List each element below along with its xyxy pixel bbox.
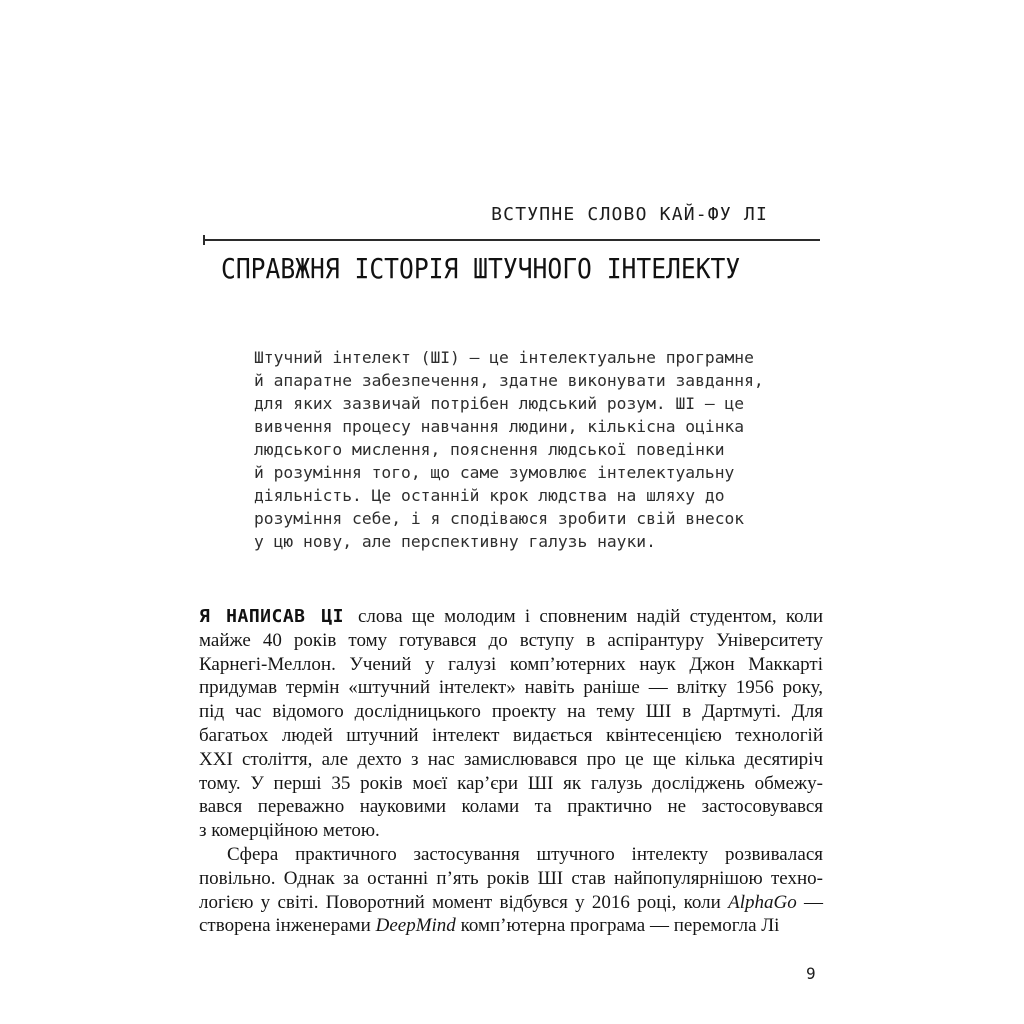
page-number: 9 <box>806 964 816 983</box>
lead-in-text: Я НАПИСАВ ЦІ <box>199 606 344 627</box>
body-line: під час відомого дослідницького проекту на тему ШІ в Дартмуті. Для <box>199 701 823 723</box>
body-line: Сфера практичного застосування штучного інтелекту розвивалася <box>227 843 823 865</box>
epigraph-line: й розуміння того, що саме зумовлює інтелектуальну <box>254 463 735 482</box>
body-line: XXI століття, але дехто з нас замислювався про це ще кілька десятиріч <box>199 748 823 770</box>
body-line: Карнегі-Меллон. Учений у галузі комп’ютерних наук Джон Маккарті <box>199 653 823 675</box>
epigraph-line: вивчення процесу навчання людини, кількісна оцінка <box>254 417 745 436</box>
body-line <box>199 891 823 915</box>
paragraph-one <box>199 605 823 843</box>
italic-term-alphago: AlphaGo <box>728 891 797 913</box>
body-line-text: комп’ютерна програма — перемогла Лі <box>455 915 780 937</box>
epigraph-line: й апаратне забезпечення, здатне виконувати завдання, <box>254 371 764 390</box>
epigraph-line: для яких зазвичай потрібен людський розум. ШІ — це <box>254 394 745 413</box>
epigraph-block <box>254 346 764 553</box>
italic-term-deepmind: DeepMind <box>375 915 456 937</box>
epigraph-line: Штучний інтелект (ШІ) — це інтелектуальне програмне <box>254 348 754 367</box>
body-text <box>199 605 823 938</box>
body-line: з комерційною метою. <box>199 820 380 842</box>
running-head: ВСТУПНЕ СЛОВО КАЙ-ФУ ЛІ <box>491 204 768 225</box>
chapter-title: СПРАВЖНЯ ІСТОРІЯ ШТУЧНОГО ІНТЕЛЕКТУ <box>221 252 741 285</box>
body-line: багатьох людей штучний інтелект видається квінтесенцією технологій <box>199 724 823 746</box>
section-rule <box>204 239 820 241</box>
epigraph-line: діяльність. Це останній крок людства на шляху до <box>254 486 725 505</box>
paragraph-two <box>199 843 823 938</box>
body-line: тому. У перші 35 років моєї кар’єри ШІ як галузь досліджень обмежу- <box>199 772 823 794</box>
body-line-text: логією у світі. Поворотний момент відбувся у 2016 році, коли <box>199 891 729 913</box>
body-line <box>199 914 823 938</box>
body-line <box>199 605 823 629</box>
body-line-text: створена інженерами <box>199 915 376 937</box>
body-line: вався переважно науковими колами та практично не застосовувався <box>199 796 823 818</box>
body-line-text: — <box>796 891 823 913</box>
epigraph-line: у цю нову, але перспективну галузь науки. <box>254 532 656 551</box>
body-line-text: слова ще молодим і сповненим надій студентом, коли <box>358 606 823 627</box>
body-line: придумав термін «штучний інтелект» навіть раніше — влітку 1956 року, <box>199 677 823 699</box>
body-line: майже 40 років тому готувався до вступу в аспірантуру Університету <box>199 629 823 651</box>
body-line: повільно. Однак за останні п’ять років ШІ став найпопулярнішою техно- <box>199 867 823 889</box>
epigraph-line: розуміння себе, і я сподіваюся зробити свій внесок <box>254 509 745 528</box>
epigraph-line: людського мислення, пояснення людської поведінки <box>254 440 725 459</box>
